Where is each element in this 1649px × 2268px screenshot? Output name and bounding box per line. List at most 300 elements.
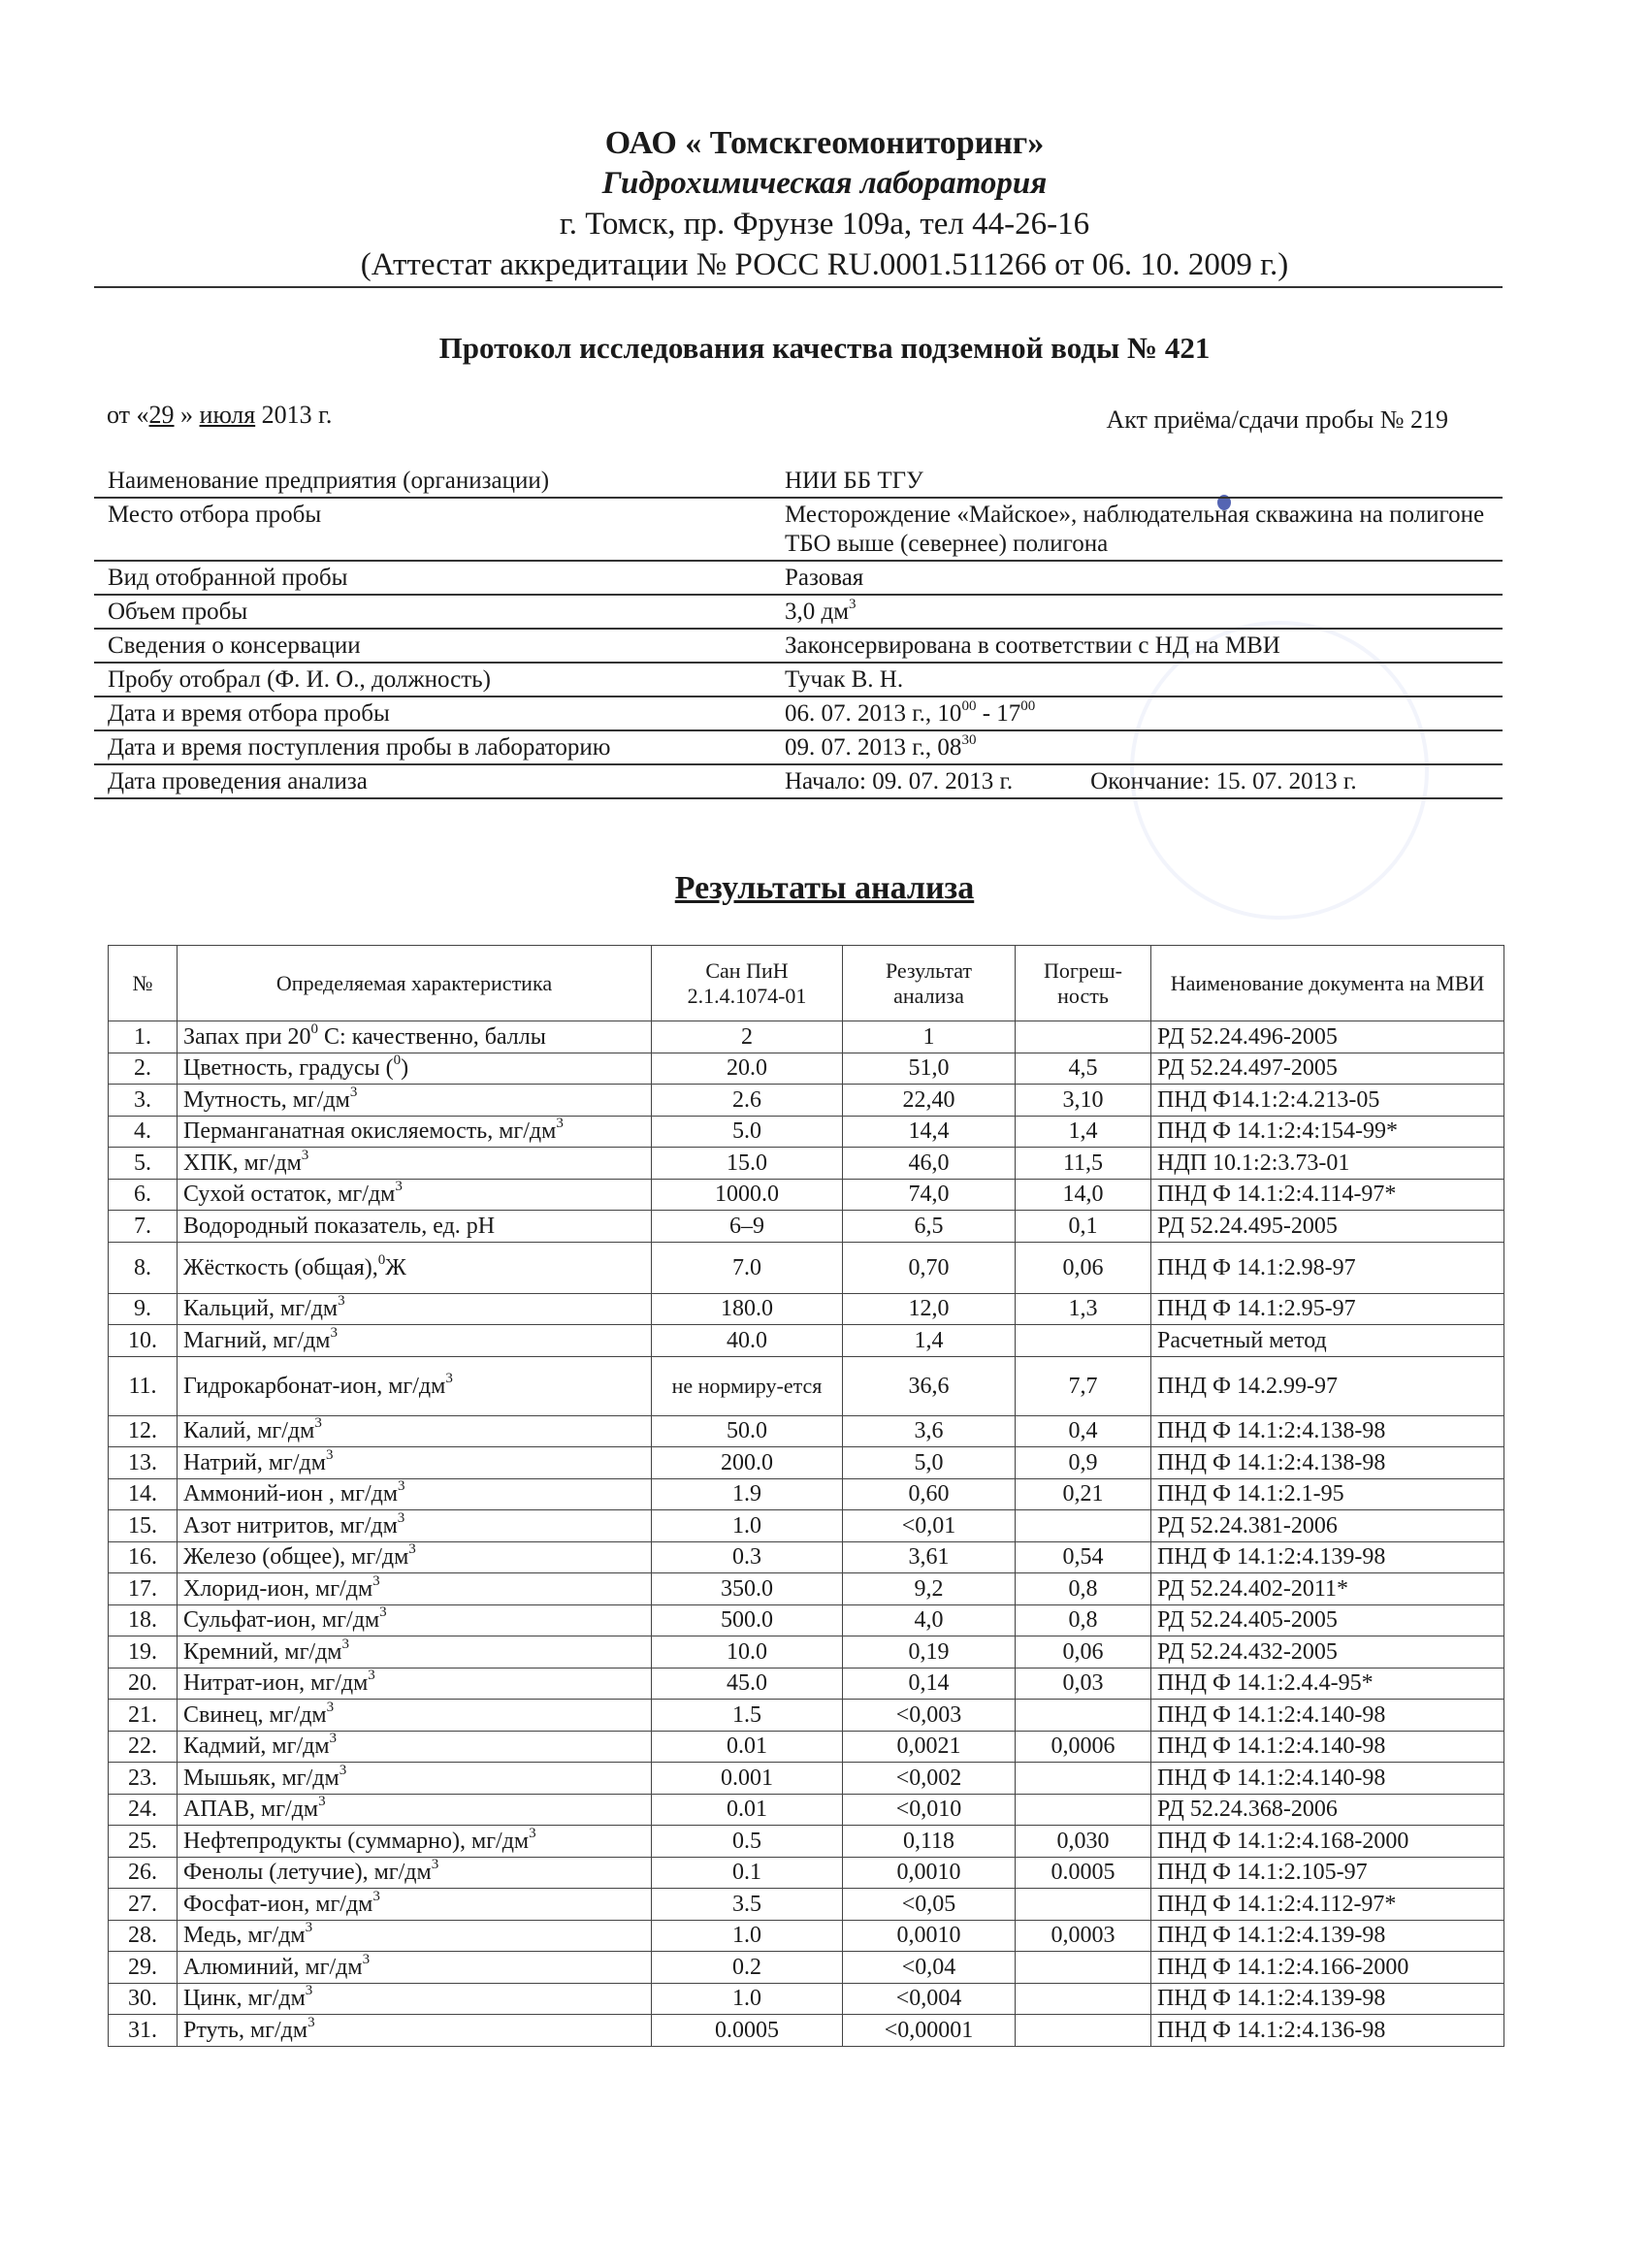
row-characteristic (178, 1325, 652, 1357)
info-value (771, 465, 1503, 498)
row-sanpin (652, 1920, 843, 1952)
row-error (1016, 1889, 1151, 1921)
info-row (94, 663, 1503, 697)
characteristic-sup: 3 (349, 1084, 358, 1100)
sanpin-value: 20.0 (727, 1055, 767, 1082)
sanpin-value: 0.001 (721, 1765, 773, 1791)
characteristic-text: Сульфат-ион, мг/дм (183, 1607, 380, 1634)
row-characteristic (178, 1293, 652, 1325)
row-number: 10. (109, 1325, 178, 1357)
sanpin-value: 350.0 (721, 1575, 773, 1602)
row-sanpin (652, 1794, 843, 1826)
row-method: РД 52.24.405-2005 (1151, 1604, 1504, 1636)
act-number: Акт приёма/сдачи пробы № 219 (1106, 405, 1448, 434)
row-result: 74,0 (843, 1179, 1016, 1211)
row-result: <0,004 (843, 1983, 1016, 2015)
row-sanpin (652, 1983, 843, 2015)
row-method: ПНД Ф 14.1:2.95-97 (1151, 1293, 1504, 1325)
characteristic-sup: 3 (372, 1572, 380, 1589)
row-error (1016, 2015, 1151, 2047)
sanpin-value: 0.1 (732, 1860, 761, 1886)
sanpin-value: 0.5 (732, 1828, 761, 1854)
characteristic-sup: 3 (301, 1147, 309, 1163)
characteristic-text: Водородный показатель, ед. pH (183, 1213, 496, 1239)
row-method: ПНД Ф 14.1:2:4.140-98 (1151, 1700, 1504, 1732)
info-value-sup: 30 (961, 731, 977, 748)
row-error: 0,03 (1016, 1668, 1151, 1700)
characteristic-text: Жёсткость (общая), (183, 1254, 378, 1280)
characteristic-text: Перманганатная окисляемость, мг/дм (183, 1118, 557, 1145)
info-key: Дата и время отбора пробы (94, 697, 771, 730)
row-characteristic (178, 1700, 652, 1732)
row-characteristic (178, 1952, 652, 1984)
row-result: 0,70 (843, 1242, 1016, 1293)
row-method: ПНД Ф 14.1:2:4.168-2000 (1151, 1826, 1504, 1858)
row-method: РД 52.24.432-2005 (1151, 1636, 1504, 1669)
table-row (109, 1447, 1504, 1479)
row-error (1016, 1700, 1151, 1732)
row-number: 9. (109, 1293, 178, 1325)
col-method: Наименование документа на МВИ (1151, 946, 1504, 1021)
characteristic-text: Аммоний-ион , мг/дм (183, 1481, 399, 1507)
characteristic-sup: 0 (310, 1021, 319, 1037)
row-sanpin (652, 1325, 843, 1357)
info-value-part: 06. 07. 2013 г., 10 (785, 700, 962, 727)
characteristic-text: Мутность, мг/дм (183, 1086, 350, 1113)
characteristic-sup: 0 (393, 1053, 402, 1069)
characteristic-text: Нефтепродукты (суммарно), мг/дм (183, 1828, 530, 1854)
row-number: 11. (109, 1356, 178, 1415)
date-year: 2013 г. (255, 401, 333, 429)
table-row (109, 1763, 1504, 1795)
row-sanpin (652, 1952, 843, 1984)
row-characteristic (178, 1085, 652, 1117)
row-result: 0,14 (843, 1668, 1016, 1700)
characteristic-text: Кальций, мг/дм (183, 1296, 339, 1322)
table-row (109, 2015, 1504, 2047)
characteristic-text: ХПК, мг/дм (183, 1150, 302, 1176)
characteristic-text: Цинк, мг/дм (183, 1986, 306, 2012)
row-method: РД 52.24.368-2006 (1151, 1794, 1504, 1826)
sanpin-value: не нормиру-ется (671, 1373, 823, 1398)
results-header-row (109, 946, 1504, 1021)
characteristic-sup: 3 (339, 1762, 347, 1778)
info-row (94, 561, 1503, 595)
characteristic-sup: 3 (329, 1731, 338, 1747)
row-method: ПНД Ф 14.1:2:4.166-2000 (1151, 1952, 1504, 1984)
row-result: <0,05 (843, 1889, 1016, 1921)
table-row (109, 1356, 1504, 1415)
row-sanpin (652, 1826, 843, 1858)
row-result: <0,002 (843, 1763, 1016, 1795)
row-result: 22,40 (843, 1085, 1016, 1117)
row-result: 51,0 (843, 1053, 1016, 1085)
characteristic-sup: 3 (397, 1509, 405, 1526)
row-method: РД 52.24.381-2006 (1151, 1510, 1504, 1542)
row-result: 0,118 (843, 1826, 1016, 1858)
sanpin-value: 1.0 (732, 1512, 761, 1539)
info-key: Объем пробы (94, 595, 771, 629)
row-characteristic (178, 1889, 652, 1921)
table-row (109, 1510, 1504, 1542)
row-characteristic (178, 1211, 652, 1243)
row-method: РД 52.24.495-2005 (1151, 1211, 1504, 1243)
row-sanpin (652, 1356, 843, 1415)
characteristic-text: Кадмий, мг/дм (183, 1733, 330, 1760)
info-value-part: - 17 (976, 700, 1021, 727)
row-number: 15. (109, 1510, 178, 1542)
characteristic-text: Магний, мг/дм (183, 1327, 331, 1353)
date-mid: » (174, 401, 200, 429)
info-value-sup: 00 (961, 697, 977, 714)
row-number: 18. (109, 1604, 178, 1636)
sanpin-value: 5.0 (732, 1118, 761, 1145)
row-number: 23. (109, 1763, 178, 1795)
info-row (94, 697, 1503, 730)
row-error (1016, 1983, 1151, 2015)
row-error (1016, 1021, 1151, 1053)
characteristic-text: Мышьяк, мг/дм (183, 1765, 340, 1791)
characteristic-text: Свинец, мг/дм (183, 1701, 327, 1728)
table-row (109, 1242, 1504, 1293)
row-result: 0,0010 (843, 1920, 1016, 1952)
row-result: 14,4 (843, 1116, 1016, 1148)
sanpin-value: 0.01 (727, 1733, 767, 1760)
row-sanpin (652, 1763, 843, 1795)
sanpin-value: 0.2 (732, 1954, 761, 1980)
row-error: 0,21 (1016, 1478, 1151, 1510)
row-method: ПНД Ф 14.1:2.4.4-95* (1151, 1668, 1504, 1700)
row-number: 5. (109, 1148, 178, 1180)
row-sanpin (652, 1541, 843, 1573)
row-result: <0,010 (843, 1794, 1016, 1826)
table-row (109, 1952, 1504, 1984)
characteristic-text: Железо (общее), мг/дм (183, 1544, 409, 1571)
info-value (771, 595, 1503, 629)
row-sanpin (652, 1478, 843, 1510)
sanpin-value: 50.0 (727, 1418, 767, 1444)
characteristic-text: АПАВ, мг/дм (183, 1797, 319, 1823)
info-row (94, 764, 1503, 798)
row-error: 0,0006 (1016, 1731, 1151, 1763)
table-row (109, 1053, 1504, 1085)
row-error: 0,4 (1016, 1415, 1151, 1447)
row-error: 3,10 (1016, 1085, 1151, 1117)
table-row (109, 1636, 1504, 1669)
row-error: 1,4 (1016, 1116, 1151, 1148)
info-value (771, 730, 1503, 764)
row-result: 1 (843, 1021, 1016, 1053)
sanpin-value: 15.0 (727, 1150, 767, 1176)
row-characteristic (178, 1763, 652, 1795)
row-result: <0,04 (843, 1952, 1016, 1984)
row-number: 14. (109, 1478, 178, 1510)
row-error: 0,8 (1016, 1604, 1151, 1636)
info-row (94, 498, 1503, 561)
sanpin-value: 1000.0 (715, 1182, 779, 1208)
row-number: 19. (109, 1636, 178, 1669)
characteristic-sup: 0 (377, 1251, 386, 1268)
table-row (109, 1731, 1504, 1763)
row-characteristic (178, 1604, 652, 1636)
results-title (0, 870, 1649, 907)
info-value (771, 697, 1503, 730)
sanpin-value: 180.0 (721, 1296, 773, 1322)
row-sanpin (652, 1053, 843, 1085)
analysis-end: Окончание: 15. 07. 2013 г. (1090, 768, 1357, 794)
row-characteristic (178, 2015, 652, 2047)
info-value-text: Законсервирована в соответствии с НД на МВИ (785, 632, 1280, 659)
sample-info-table (94, 465, 1503, 799)
row-number: 4. (109, 1116, 178, 1148)
info-row (94, 465, 1503, 498)
row-number: 29. (109, 1952, 178, 1984)
sanpin-value: 1.0 (732, 1923, 761, 1949)
laboratory-address: г. Томск, пр. Фрунзе 109а, тел 44-26-16 (559, 207, 1090, 242)
row-result: 0,60 (843, 1478, 1016, 1510)
row-result: 0,0010 (843, 1857, 1016, 1889)
characteristic-sup: 3 (305, 1920, 313, 1936)
row-sanpin (652, 1211, 843, 1243)
row-characteristic (178, 1541, 652, 1573)
row-number: 31. (109, 2015, 178, 2047)
row-result: 9,2 (843, 1573, 1016, 1605)
row-method: РД 52.24.497-2005 (1151, 1053, 1504, 1085)
sanpin-value: 45.0 (727, 1670, 767, 1697)
row-error: 0,54 (1016, 1541, 1151, 1573)
row-number: 21. (109, 1700, 178, 1732)
row-sanpin (652, 1510, 843, 1542)
row-result: 3,61 (843, 1541, 1016, 1573)
row-characteristic (178, 1356, 652, 1415)
table-row (109, 1857, 1504, 1889)
table-row (109, 1668, 1504, 1700)
characteristic-sup: 3 (556, 1116, 564, 1132)
row-characteristic (178, 1668, 652, 1700)
characteristic-text: Кремний, мг/дм (183, 1638, 342, 1665)
table-row (109, 1889, 1504, 1921)
date-day: 29 (148, 401, 175, 429)
protocol-title: Протокол исследования качества подземной воды № 421 (438, 331, 1211, 365)
row-sanpin (652, 1179, 843, 1211)
characteristic-sup: 3 (395, 1179, 403, 1195)
row-characteristic (178, 1920, 652, 1952)
characteristic-sup: 3 (362, 1951, 371, 1967)
sanpin-value: 0.3 (732, 1544, 761, 1571)
sanpin-value: 2.6 (732, 1086, 761, 1113)
row-error: 0,0003 (1016, 1920, 1151, 1952)
accreditation-line: (Аттестат аккредитации № РОСС RU.0001.511266 от 06. 10. 2009 г.) (360, 247, 1289, 282)
sanpin-value: 6–9 (729, 1213, 764, 1239)
row-result: 4,0 (843, 1604, 1016, 1636)
results-title-text: Результаты анализа (674, 870, 975, 906)
row-number: 28. (109, 1920, 178, 1952)
info-key: Вид отобранной пробы (94, 561, 771, 595)
table-row (109, 1826, 1504, 1858)
row-error: 0,030 (1016, 1826, 1151, 1858)
row-error: 4,5 (1016, 1053, 1151, 1085)
row-method: ПНД Ф 14.1:2:4.140-98 (1151, 1763, 1504, 1795)
row-error (1016, 1325, 1151, 1357)
characteristic-text: Натрий, мг/дм (183, 1449, 326, 1475)
info-key: Пробу отобрал (Ф. И. О., должность) (94, 663, 771, 697)
row-error: 0,06 (1016, 1242, 1151, 1293)
row-error (1016, 1794, 1151, 1826)
characteristic-sup: 3 (330, 1324, 338, 1341)
characteristic-text: Запах при 20 (183, 1023, 311, 1050)
table-row (109, 1148, 1504, 1180)
row-method: ПНД Ф 14.1:2:4.139-98 (1151, 1541, 1504, 1573)
characteristic-sup: 3 (305, 1983, 313, 1999)
row-method: ПНД Ф14.1:2:4.213-05 (1151, 1085, 1504, 1117)
row-method: ПНД Ф 14.1:2.1-95 (1151, 1478, 1504, 1510)
row-characteristic (178, 1857, 652, 1889)
characteristic-sup: 3 (341, 1636, 349, 1652)
row-result: 5,0 (843, 1447, 1016, 1479)
organization-name: ОАО « Томскгеомониторинг» (604, 125, 1045, 161)
row-number: 24. (109, 1794, 178, 1826)
characteristic-text-tail: С: качественно, баллы (318, 1023, 546, 1050)
row-sanpin (652, 1573, 843, 1605)
date-prefix: от « (107, 401, 149, 429)
row-number: 16. (109, 1541, 178, 1573)
characteristic-sup: 3 (372, 1888, 380, 1904)
row-sanpin (652, 1857, 843, 1889)
characteristic-sup: 3 (314, 1415, 322, 1432)
characteristic-sup: 3 (338, 1293, 345, 1310)
characteristic-sup: 3 (325, 1446, 334, 1463)
table-row (109, 1021, 1504, 1053)
col-sanpin: Сан ПиН 2.1.4.1074-01 (652, 946, 843, 1021)
row-sanpin (652, 1604, 843, 1636)
row-result: 46,0 (843, 1148, 1016, 1180)
row-method: ПНД Ф 14.1:2:4.112-97* (1151, 1889, 1504, 1921)
row-result: 1,4 (843, 1325, 1016, 1357)
row-error: 11,5 (1016, 1148, 1151, 1180)
table-row (109, 1920, 1504, 1952)
characteristic-text: Гидрокарбонат-ион, мг/дм (183, 1373, 446, 1399)
row-number: 6. (109, 1179, 178, 1211)
sanpin-value: 200.0 (721, 1449, 773, 1475)
sanpin-value: 40.0 (727, 1327, 767, 1353)
info-key: Дата проведения анализа (94, 764, 771, 798)
table-row (109, 1478, 1504, 1510)
row-method: РД 52.24.496-2005 (1151, 1021, 1504, 1053)
row-sanpin (652, 2015, 843, 2047)
row-method: ПНД Ф 14.1:2.98-97 (1151, 1242, 1504, 1293)
row-error: 1,3 (1016, 1293, 1151, 1325)
characteristic-text: Калий, мг/дм (183, 1418, 315, 1444)
row-characteristic (178, 1510, 652, 1542)
row-sanpin (652, 1415, 843, 1447)
characteristic-sup: 3 (529, 1825, 536, 1841)
row-method: ПНД Ф 14.1:2:4.138-98 (1151, 1415, 1504, 1447)
date-month: июля (199, 401, 256, 429)
row-result: <0,00001 (843, 2015, 1016, 2047)
row-method: ПНД Ф 14.1:2:4.139-98 (1151, 1983, 1504, 2015)
row-characteristic (178, 1478, 652, 1510)
row-error (1016, 1763, 1151, 1795)
characteristic-text-tail: Ж (385, 1254, 406, 1280)
col-error: Погреш-ность (1016, 946, 1151, 1021)
sanpin-value: 0.0005 (715, 2017, 779, 2043)
row-result: 0,0021 (843, 1731, 1016, 1763)
characteristic-sup: 3 (408, 1541, 416, 1558)
characteristic-text: Нитрат-ион, мг/дм (183, 1670, 369, 1697)
characteristic-sup: 3 (398, 1478, 405, 1495)
characteristic-sup: 3 (318, 1794, 326, 1810)
row-result: 12,0 (843, 1293, 1016, 1325)
row-characteristic (178, 1447, 652, 1479)
row-method: РД 52.24.402-2011* (1151, 1573, 1504, 1605)
row-sanpin (652, 1700, 843, 1732)
table-row (109, 1116, 1504, 1148)
row-error: 0.0005 (1016, 1857, 1151, 1889)
characteristic-text: Фосфат-ион, мг/дм (183, 1891, 373, 1917)
info-row (94, 629, 1503, 663)
row-characteristic (178, 1573, 652, 1605)
info-value-sup: 00 (1020, 697, 1036, 714)
table-row (109, 1794, 1504, 1826)
header-rule (94, 286, 1503, 288)
sanpin-value: 500.0 (721, 1607, 773, 1634)
info-value (771, 629, 1503, 663)
characteristic-sup: 3 (368, 1668, 375, 1684)
row-characteristic (178, 1021, 652, 1053)
row-sanpin (652, 1668, 843, 1700)
row-method: ПНД Ф 14.1:2:4:154-99* (1151, 1116, 1504, 1148)
row-result: 0,19 (843, 1636, 1016, 1669)
row-sanpin (652, 1293, 843, 1325)
characteristic-text: Медь, мг/дм (183, 1923, 306, 1949)
row-sanpin (652, 1021, 843, 1053)
table-row (109, 1573, 1504, 1605)
info-value (771, 764, 1503, 798)
row-error: 14,0 (1016, 1179, 1151, 1211)
row-method: ПНД Ф 14.1:2:4.139-98 (1151, 1920, 1504, 1952)
characteristic-text: Ртуть, мг/дм (183, 2017, 308, 2043)
row-characteristic (178, 1053, 652, 1085)
table-row (109, 1415, 1504, 1447)
info-value (771, 561, 1503, 595)
row-method: ПНД Ф 14.1:2:4.136-98 (1151, 2015, 1504, 2047)
row-method: НДП 10.1:2:3.73-01 (1151, 1148, 1504, 1180)
info-key: Наименование предприятия (организации) (94, 465, 771, 498)
sanpin-value: 3.5 (732, 1891, 761, 1917)
row-characteristic (178, 1415, 652, 1447)
row-sanpin (652, 1447, 843, 1479)
sanpin-value: 7.0 (732, 1254, 761, 1280)
row-characteristic (178, 1731, 652, 1763)
row-characteristic (178, 1983, 652, 2015)
info-value-text: Месторождение «Майское», наблюдательная скважина на полигоне ТБО выше (севернее) полигона (785, 502, 1485, 557)
row-error: 7,7 (1016, 1356, 1151, 1415)
sanpin-value: 1.5 (732, 1701, 761, 1728)
row-number: 17. (109, 1573, 178, 1605)
row-sanpin (652, 1148, 843, 1180)
row-number: 3. (109, 1085, 178, 1117)
row-sanpin (652, 1242, 843, 1293)
table-row (109, 1604, 1504, 1636)
results-table (108, 945, 1504, 2047)
row-result: <0,01 (843, 1510, 1016, 1542)
sanpin-value: 2 (741, 1023, 753, 1050)
characteristic-sup: 3 (445, 1370, 453, 1386)
row-method: ПНД Ф 14.2.99-97 (1151, 1356, 1504, 1415)
row-number: 12. (109, 1415, 178, 1447)
row-number: 26. (109, 1857, 178, 1889)
row-characteristic (178, 1242, 652, 1293)
